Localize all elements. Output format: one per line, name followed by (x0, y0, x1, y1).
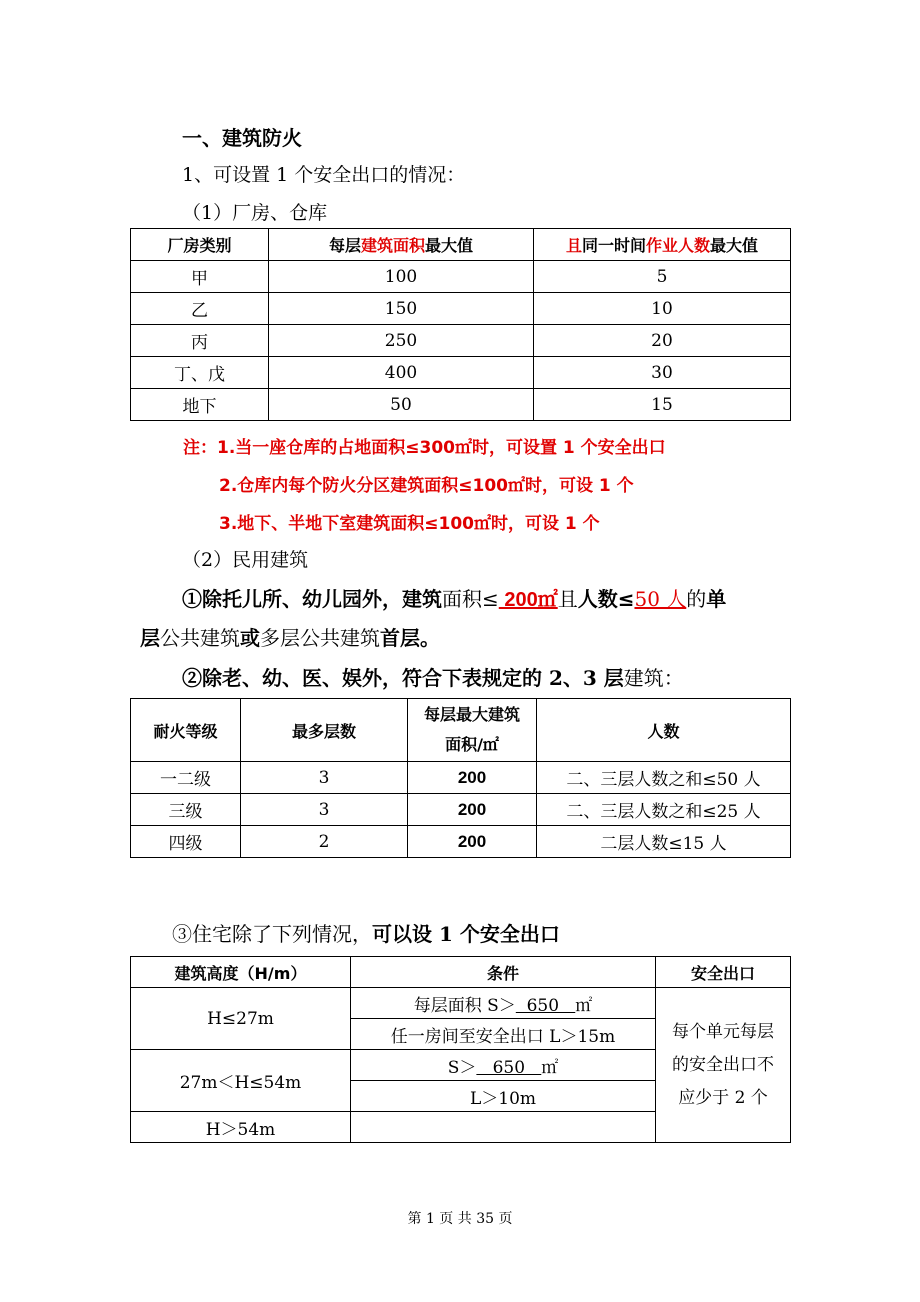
table-cell: 乙 (131, 293, 269, 325)
table-cell: 3 (241, 762, 408, 794)
table-row (131, 357, 791, 389)
para1-c: 200㎡ (498, 589, 558, 611)
header-part: 建筑面积 (360, 236, 425, 255)
table-cell: 200 (408, 762, 537, 794)
para2-c: 建筑： (623, 666, 684, 690)
height-cell (131, 1050, 351, 1112)
paragraph-1-line-2 (140, 622, 440, 651)
table-row (131, 261, 791, 293)
para1-line2b: 公共建筑 (160, 626, 240, 650)
table-header-row (131, 229, 791, 261)
table-cell: 二、三层人数之和≤25 人 (537, 794, 791, 826)
header-part: 且 (565, 236, 582, 255)
table-cell: 四级 (131, 826, 241, 858)
para1-line2c: 或 (240, 626, 260, 650)
factory-table (130, 228, 791, 421)
table-cell: 200 (408, 794, 537, 826)
table-header-cell (408, 699, 537, 762)
para1-line2d: 多层公共建筑 (260, 626, 380, 650)
header-line: 每层最大建筑 (423, 705, 520, 724)
table-cell: 2 (241, 826, 408, 858)
exit-line: 的安全出口不 (672, 1054, 774, 1075)
para3-a: ③住宅除了下列情况， (172, 922, 372, 946)
para2-a: ②除老、幼、医、娱外，符合下表规定的 (182, 666, 549, 690)
table-row (131, 762, 791, 794)
header-part: 厂房类别 (167, 236, 232, 255)
paragraph-1-line-1 (182, 583, 726, 612)
table-row (131, 988, 791, 1019)
height-value: 27m＜H≤54m (179, 1073, 302, 1093)
table-row (131, 826, 791, 858)
table-cell: 丁、戊 (131, 357, 269, 389)
height-value: H≤27m (207, 1008, 274, 1029)
para1-a: ①除托儿所、幼儿园外，建筑 (182, 587, 442, 611)
table-cell: 30 (534, 357, 791, 389)
subsection-heading: 1、可设置 1 个安全出口的情况： (182, 164, 466, 186)
header-part: 最大值 (425, 236, 474, 255)
table-header-cell (269, 229, 534, 261)
note-3: 3.地下、半地下室建筑面积≤100㎡时，可设 1 个 (219, 514, 600, 534)
height-cell: H＞54m (131, 1112, 351, 1143)
para1-h: 单 (706, 587, 727, 611)
table-cell: 250 (269, 325, 534, 357)
table-row (131, 293, 791, 325)
table-header-cell: 最多层数 (241, 699, 408, 762)
cond-text: S＞ (447, 1057, 477, 1078)
table-header-cell (131, 229, 269, 261)
table-cell: 5 (534, 261, 791, 293)
table-cell: 一二级 (131, 762, 241, 794)
height-cell (131, 988, 351, 1050)
table-cell: 三级 (131, 794, 241, 826)
table-cell: 丙 (131, 325, 269, 357)
residential-table (130, 956, 791, 1143)
para3-b: 可以设 1 个安全出口 (372, 922, 560, 946)
exit-cell (656, 988, 791, 1143)
table-header-row (131, 699, 791, 762)
table-header-cell: 条件 (351, 957, 656, 988)
condition-cell: 任一房间至安全出口 L＞15m (351, 1019, 656, 1050)
table-header-cell: 安全出口 (656, 957, 791, 988)
cond-unit: ㎡ (575, 995, 593, 1016)
condition-cell: L＞10m (351, 1081, 656, 1112)
table-header-cell: 耐火等级 (131, 699, 241, 762)
section-heading: 一、建筑防火 (182, 126, 302, 150)
table-cell: 15 (534, 389, 791, 421)
exit-line: 应少于 2 个 (678, 1087, 768, 1108)
para1-d: 且 (557, 587, 578, 611)
table-row (131, 325, 791, 357)
condition-cell (351, 1112, 656, 1143)
header-part: 作业人数 (646, 236, 711, 255)
page-footer: 第 1 页 共 35 页 (407, 1211, 513, 1227)
header-line: 面积/㎡ (445, 735, 499, 754)
table-header-row (131, 957, 791, 988)
table-cell: 100 (269, 261, 534, 293)
table-header-cell: 人数 (537, 699, 791, 762)
table-cell: 10 (534, 293, 791, 325)
table-cell: 150 (269, 293, 534, 325)
cond-unit: ㎡ (541, 1057, 559, 1078)
subsection-title-factory: （1）厂房、仓库 (182, 202, 328, 224)
para1-b: 面积≤ (442, 587, 499, 611)
para2-b: 2、3 层 (548, 666, 624, 690)
table-cell: 50 (269, 389, 534, 421)
cond-value: 650 (515, 995, 576, 1016)
table-cell: 地下 (131, 389, 269, 421)
header-part: 每层 (328, 236, 361, 255)
civil-building-table (130, 698, 791, 858)
subsection-title-civil: （2）民用建筑 (182, 549, 309, 571)
table-header-cell (534, 229, 791, 261)
table-header-cell: 建筑高度（H/m） (131, 957, 351, 988)
note-2: 2.仓库内每个防火分区建筑面积≤100㎡时，可设 1 个 (219, 476, 634, 496)
condition-cell (351, 988, 656, 1019)
table-cell: 3 (241, 794, 408, 826)
table-row (131, 794, 791, 826)
table-cell: 二层人数≤15 人 (537, 826, 791, 858)
header-part: 最大值 (710, 236, 759, 255)
table-row (131, 389, 791, 421)
condition-cell (351, 1050, 656, 1081)
para1-line2a: 层 (140, 626, 160, 650)
note-1: 注：1.当一座仓库的占地面积≤300㎡时，可设置 1 个安全出口 (183, 438, 666, 458)
paragraph-2 (182, 662, 684, 691)
para1-g: 的 (686, 587, 707, 611)
table-cell: 甲 (131, 261, 269, 293)
exit-line: 每个单元每层 (672, 1021, 774, 1042)
para1-f: 50 人 (634, 587, 687, 611)
cond-text: 每层面积 S＞ (413, 995, 516, 1016)
table-cell: 二、三层人数之和≤50 人 (537, 762, 791, 794)
paragraph-3 (172, 918, 560, 947)
table-cell: 20 (534, 325, 791, 357)
cond-value: 650 (476, 1057, 542, 1078)
para1-line2e: 首层。 (380, 626, 440, 650)
table-cell: 200 (408, 826, 537, 858)
para1-e: 人数≤ (577, 587, 635, 611)
table-cell: 400 (269, 357, 534, 389)
header-part: 同一时间 (581, 236, 646, 255)
